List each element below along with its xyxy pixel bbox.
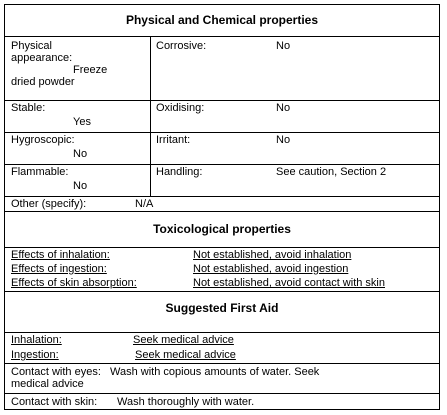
physical-appearance-value-2: dried powder xyxy=(11,76,75,88)
physical-appearance-label-1: Physical xyxy=(11,40,52,52)
corrosive-label: Corrosive: xyxy=(156,40,207,52)
inhalation-value: Seek medical advice xyxy=(133,334,234,346)
divider xyxy=(5,363,439,364)
tox-row-label: Effects of inhalation: xyxy=(11,249,110,261)
tox-row-value: Not established, avoid contact with skin xyxy=(193,277,385,289)
stable-label: Stable: xyxy=(11,102,46,114)
toxicological-heading: Toxicological properties xyxy=(153,222,291,236)
tox-row-label: Effects of skin absorption: xyxy=(11,277,137,289)
divider xyxy=(5,132,439,133)
flammable-value: No xyxy=(73,180,88,192)
other-label: Other (specify): xyxy=(11,198,87,210)
eyes-value-2: medical advice xyxy=(11,378,84,390)
eyes-label: Contact with eyes: xyxy=(11,366,101,378)
divider xyxy=(5,247,439,248)
divider xyxy=(5,211,439,212)
divider xyxy=(5,100,439,101)
divider xyxy=(5,291,439,292)
flammable-label: Flammable: xyxy=(11,166,69,178)
hygroscopic-label: Hygroscopic: xyxy=(11,134,75,146)
other-value: N/A xyxy=(135,198,154,210)
tox-row-value: Not established, avoid inhalation xyxy=(193,249,352,261)
handling-label: Handling: xyxy=(156,166,203,178)
column-divider xyxy=(150,36,151,196)
physical-chemical-heading: Physical and Chemical properties xyxy=(125,13,319,27)
physical-appearance-value-1: Freeze xyxy=(73,64,108,76)
ingestion-value: Seek medical advice xyxy=(135,349,236,361)
handling-value: See caution, Section 2 xyxy=(276,166,387,178)
skin-value: Wash thoroughly with water. xyxy=(117,396,255,408)
msds-table xyxy=(4,4,440,410)
divider xyxy=(5,36,439,37)
ingestion-label: Ingestion: xyxy=(11,349,59,361)
divider xyxy=(5,332,439,333)
first-aid-heading: Suggested First Aid xyxy=(165,301,279,315)
hygroscopic-value: No xyxy=(73,148,88,160)
physical-appearance-label-2: appearance: xyxy=(11,52,73,64)
corrosive-value: No xyxy=(276,40,291,52)
irritant-value: No xyxy=(276,134,291,146)
oxidising-label: Oxidising: xyxy=(156,102,205,114)
inhalation-label: Inhalation: xyxy=(11,334,62,346)
stable-value: Yes xyxy=(73,116,91,128)
irritant-label: Irritant: xyxy=(156,134,191,146)
tox-row-label: Effects of ingestion: xyxy=(11,263,107,275)
tox-row-value: Not established, avoid ingestion xyxy=(193,263,349,275)
divider xyxy=(5,196,439,197)
divider xyxy=(5,164,439,165)
oxidising-value: No xyxy=(276,102,291,114)
skin-label: Contact with skin: xyxy=(11,396,98,408)
eyes-value-1: Wash with copious amounts of water. Seek xyxy=(110,366,320,378)
divider xyxy=(5,393,439,394)
